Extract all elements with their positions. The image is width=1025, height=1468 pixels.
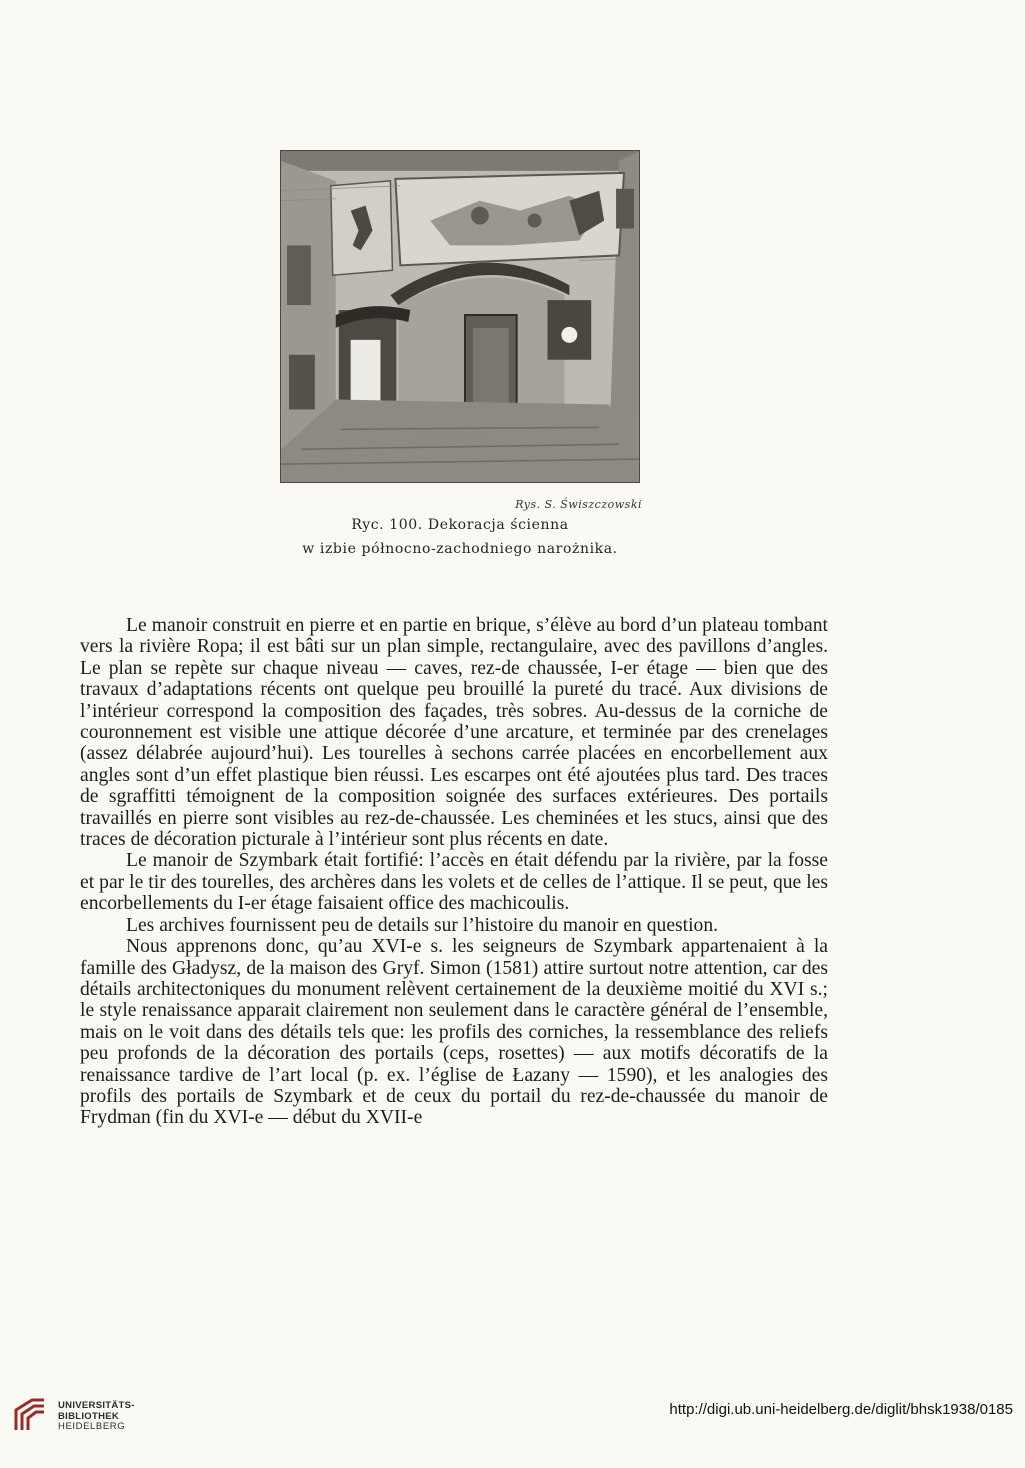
- paragraph-3: Les archives fournissent peu de details sur l’histoire du manoir en question.: [126, 914, 719, 936]
- library-logo-icon: [12, 1398, 48, 1434]
- body-text: [80, 615, 828, 1129]
- library-name-line3: HEIDELBERG: [58, 1421, 126, 1432]
- library-name-line1: UNIVERSITÄTS-: [58, 1400, 135, 1411]
- library-name-line2: BIBLIOTHEK: [58, 1410, 120, 1422]
- paragraph-4: Nous apprenons donc, qu’au XVI-e s. les seigneurs de Szymbark appartenaient à la famille des Gładysz, de la maison des Gryf. Simon (1581) attire surtout notre attention, car des détails architectoniques du monument relèvent certainement de la deuxième moitié du XVI s.; le style renaissance apparait clairement non seulement dans le caractère général de l’ensemble, mais on le voit dans des détails tels que: les profils des corniches, la ressemblance des reliefs peu profonds de la décoration des portails (ceps, rosettes) — aux motifs décoratifs de la renaissance tardive de l’art local (p. ex. l’église de Łazany — 1590), et les analogies des profils des portails de Szymbark et de ceux du portail du rez-de-chaussée du manoir de Frydman (fin du XVI-e — début du XVII-e: [80, 936, 828, 1129]
- paragraph-1: Le manoir construit en pierre et en partie en brique, s’élève au bord d’un plateau tombant vers la rivière Ropa; il est bâti sur un plan simple, rectangulaire, avec des pavillons d’angles. Le plan se repète sur chaque niveau — caves, rez-de chaussée, I-er étage — bien que des travaux d’adaptations récents ont quelque peu brouillé la pureté du tracé. Aux divisions de l’intérieur correspond la composition des façades, très sobres. Au-dessus de la corniche de couronnement est visible une attique décorée d’une arcature, et terminée par des crenelages (assez délabrée aujourd’hui). Les tourelles à sechons carrée placées en encorbellement aux angles sont d’un effet plastique bien réussi. Les escarpes ont été ajoutées plus tard. Des traces de sgraffitti témoignent de la composition soignée des surfaces extérieures. Des portails travaillés en pierre sont visibles au rez-de-chaussée. Les cheminées et les stucs, ainsi que des traces de décoration picturale à l’intérieur sont plus récents en date.: [80, 615, 828, 851]
- library-name: [58, 1401, 135, 1433]
- source-url-link[interactable]: http://digi.ub.uni-heidelberg.de/diglit/bhsk1938/0185: [669, 1401, 1013, 1418]
- figure-caption-line2: w izbie północno-zachodniego narożnika.: [302, 541, 618, 557]
- interior-sketch: [281, 151, 639, 482]
- paragraph-2: Le manoir de Szymbark était fortifié: l’accès en était défendu par la rivière, par la fosse et par le tir des tourelles, des archères dans les volets et de celles de l’attique. Il se peut, que les encorbellements du I-er étage faisaient office des machicoulis.: [80, 850, 828, 915]
- figure-illustration: [280, 150, 640, 483]
- figure-caption-line1: Ryc. 100. Dekoracja ścienna: [351, 517, 569, 533]
- figure-credit: Rys. S. Świszczowski: [515, 498, 642, 511]
- page-footer: [0, 1388, 1025, 1468]
